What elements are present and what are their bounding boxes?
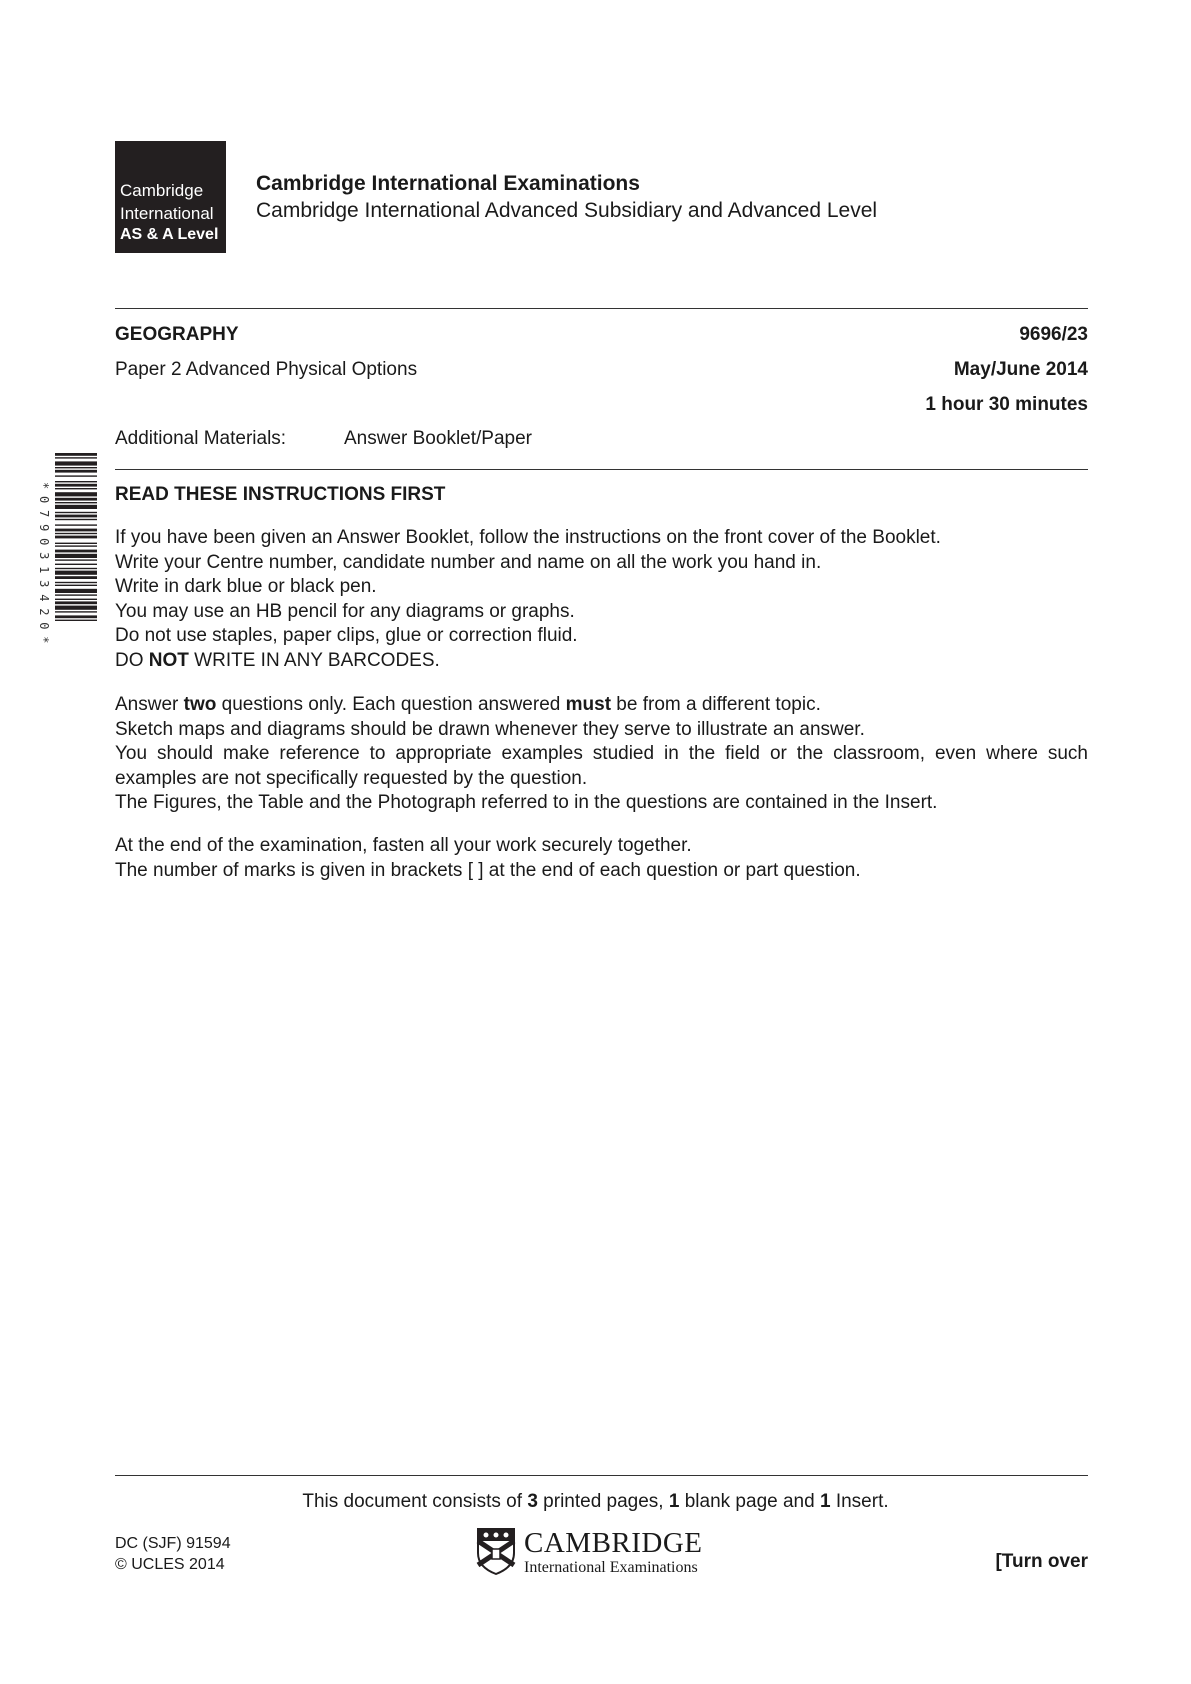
barcode-bar xyxy=(55,488,97,489)
barcode-bar xyxy=(55,585,97,586)
barcode-bar xyxy=(55,594,97,595)
paper-title: Paper 2 Advanced Physical Options xyxy=(115,359,418,380)
syllabus-code: 9696/23 xyxy=(1019,324,1088,345)
barcode-bar xyxy=(55,475,97,476)
barcode-bar xyxy=(55,564,97,565)
barcode-bar xyxy=(55,533,97,534)
additional-materials-value: Answer Booklet/Paper xyxy=(344,428,532,449)
barcode-bar xyxy=(55,467,97,468)
instruction-line: Sketch maps and diagrams should be drawn whenever they serve to illustrate an answer. xyxy=(115,718,865,740)
barcode-bar xyxy=(55,457,97,458)
barcode-bar xyxy=(55,559,97,560)
instructions-paragraph-general xyxy=(115,526,1088,673)
barcode-bar xyxy=(55,470,97,473)
instruction-line: examples are not specifically requested by the question. xyxy=(115,767,588,789)
barcode-bar xyxy=(55,554,97,558)
logo-line-international: International xyxy=(120,204,214,223)
barcode-bar xyxy=(55,505,97,509)
barcode-digits: *0790313420* xyxy=(37,481,51,651)
logo-line-level: AS & A Level xyxy=(120,226,219,243)
barcode-bar xyxy=(55,524,97,525)
barcode-bar xyxy=(55,453,97,456)
barcode-bar xyxy=(55,512,97,513)
instruction-line: If you have been given an Answer Booklet, follow the instructions on the front cover of the Booklet. xyxy=(115,527,941,548)
cambridge-crest-icon xyxy=(476,1527,516,1575)
barcode-bar xyxy=(55,615,97,618)
qualification-title: Cambridge International Advanced Subsidiary and Advanced Level xyxy=(256,199,878,222)
barcode-bar xyxy=(55,536,97,539)
logo-line-cambridge: Cambridge xyxy=(120,181,204,200)
instruction-line: Answer two questions only. Each question answered must be from a different topic. xyxy=(115,694,821,715)
instruction-line: Write in dark blue or black pen. xyxy=(115,576,377,597)
barcode-bar xyxy=(55,601,97,604)
cambridge-as-a-level-logo xyxy=(115,141,226,253)
barcode-bar xyxy=(55,484,97,487)
barcode-bar xyxy=(55,571,97,575)
barcode-bar xyxy=(55,461,97,465)
subject-title: GEOGRAPHY xyxy=(115,324,239,345)
exam-session: May/June 2014 xyxy=(953,359,1088,380)
instruction-line: You should make reference to appropriate examples studied in the field or the classroom, even where such xyxy=(115,743,1088,764)
barcode-bar xyxy=(55,599,97,600)
candidate-barcode xyxy=(35,453,97,679)
barcode-bar xyxy=(55,576,97,579)
barcode-bar xyxy=(55,492,97,496)
turn-over-label: [Turn over xyxy=(995,1551,1088,1572)
instruction-line: DO NOT WRITE IN ANY BARCODES. xyxy=(115,649,440,671)
instructions-divider xyxy=(115,469,1088,470)
barcode-bar xyxy=(55,519,97,520)
exam-board-title: Cambridge International Examinations xyxy=(256,172,640,195)
cambridge-examinations-logo xyxy=(476,1527,716,1577)
instruction-line: At the end of the examination, fasten all your work securely together. xyxy=(115,835,692,856)
instruction-line: The Figures, the Table and the Photograph referred to in the questions are contained in the Insert. xyxy=(115,792,938,813)
exam-duration: 1 hour 30 minutes xyxy=(925,394,1088,415)
instructions-paragraph-end xyxy=(115,834,1088,883)
additional-materials-label: Additional Materials: xyxy=(115,428,287,449)
copyright-notice: © UCLES 2014 xyxy=(115,1556,225,1573)
page-count-statement: This document consists of 3 printed pages, 1 blank page and 1 Insert. xyxy=(302,1491,889,1512)
barcode-bar xyxy=(55,498,97,501)
cambridge-wordmark-subtitle: International Examinations xyxy=(524,1559,698,1576)
barcode-bar xyxy=(55,502,97,503)
instruction-line: Do not use staples, paper clips, glue or correction fluid. xyxy=(115,625,578,646)
instruction-line: You may use an HB pencil for any diagrams or graphs. xyxy=(115,600,575,622)
barcode-bar xyxy=(55,589,97,593)
barcode-bar xyxy=(55,529,97,532)
cambridge-wordmark: CAMBRIDGE xyxy=(524,1527,703,1559)
barcode-bar xyxy=(55,568,97,569)
barcode-bar xyxy=(55,515,97,518)
barcode-bar xyxy=(55,620,97,621)
barcode-bar xyxy=(55,606,97,610)
barcode-bar xyxy=(55,543,97,544)
document-reference-code: DC (SJF) 91594 xyxy=(115,1535,231,1552)
barcode-bar xyxy=(55,582,97,583)
footer-divider xyxy=(115,1475,1088,1476)
instructions-paragraph-answering xyxy=(115,693,1088,816)
instruction-line: The number of marks is given in brackets [ ] at the end of each question or part question. xyxy=(115,859,861,881)
barcode-bar xyxy=(55,611,97,612)
barcode-bar xyxy=(55,550,97,553)
barcode-bar xyxy=(55,545,97,546)
barcode-bars xyxy=(55,453,97,679)
header-divider xyxy=(115,308,1088,309)
barcode-bar xyxy=(55,481,97,482)
instructions-heading: READ THESE INSTRUCTIONS FIRST xyxy=(115,484,446,505)
instruction-line: Write your Centre number, candidate number and name on all the work you hand in. xyxy=(115,551,822,573)
